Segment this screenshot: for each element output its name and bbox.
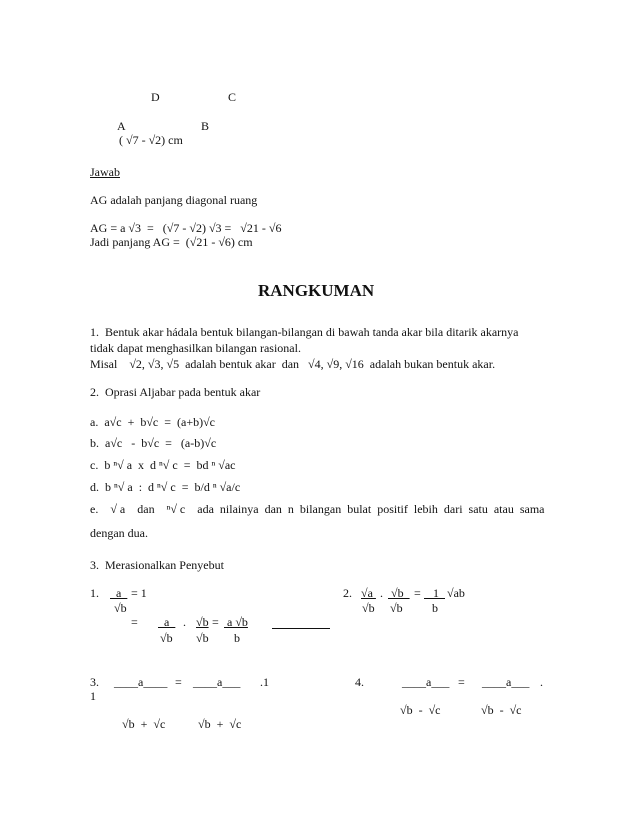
example-3-equals: = <box>175 675 182 689</box>
example-3-numerator-1: ____a____ <box>114 675 168 689</box>
answer-blank-line <box>272 628 330 629</box>
summary-p1-line1: 1. Bentuk akar hádala bentuk bilangan-bilangan di bawah tanda akar bila ditarik akarnya <box>90 325 519 339</box>
answer-line-2: AG = a √3 = (√7 - √2) √3 = √21 - √6 <box>90 221 282 235</box>
rule-b: b. a√c - b√c = (a-b)√c <box>90 436 217 450</box>
edge-length-label: ( √7 - √2) cm <box>119 133 183 147</box>
example-2-numerator-rb: √b <box>388 586 410 600</box>
example-2-number: 2. <box>343 586 352 600</box>
summary-title: RANGKUMAN <box>258 281 375 300</box>
example-1-fraction-rb: √b <box>196 615 209 629</box>
example-1-equals: = <box>131 615 138 629</box>
example-4-numerator-1: ____a___ <box>402 675 450 689</box>
example-2-equals: = <box>414 586 421 600</box>
example-1-result: a √b <box>224 615 248 629</box>
summary-p3-heading: 3. Merasionalkan Penyebut <box>90 558 224 572</box>
example-3-wrap: 1 <box>90 689 96 703</box>
example-1-dot: . <box>183 615 186 629</box>
example-3-den-2: √b + √c <box>198 717 242 731</box>
rule-e-line1: e. √ a dan ⁿ√ c ada nilainya dan n bilangan bulat positif lebih dari satu atau sama <box>90 502 545 516</box>
example-1-number: 1. <box>90 586 99 600</box>
example-1-fraction-a: a <box>158 615 176 629</box>
summary-p1-line2: tidak dapat menghasilkan bilangan rasional. <box>90 341 301 355</box>
example-4-den-2: √b - √c <box>481 703 522 717</box>
example-4-number: 4. <box>355 675 364 689</box>
rule-d: d. b ⁿ√ a : d ⁿ√ c = b/d ⁿ √a/c <box>90 480 241 494</box>
rule-a: a. a√c + b√c = (a+b)√c <box>90 415 216 429</box>
vertex-label-d: D <box>151 90 160 104</box>
example-4-den-1: √b - √c <box>400 703 441 717</box>
vertex-label-c: C <box>228 90 237 104</box>
example-3-number: 3. <box>90 675 99 689</box>
summary-p2-heading: 2. Oprasi Aljabar pada bentuk akar <box>90 385 261 399</box>
example-2-root-ab: √ab <box>447 586 465 600</box>
summary-p1-line3: Misal √2, √3, √5 adalah bentuk akar dan √4, √9, √16 adalah bukan bentuk akar. <box>90 357 496 371</box>
rule-e-line2: dengan dua. <box>90 526 148 540</box>
example-2-numerator-a: √a <box>361 586 376 600</box>
answer-heading: Jawab <box>90 165 120 179</box>
example-2-den-b1: √b <box>362 601 375 615</box>
example-1-numerator: a <box>110 586 128 600</box>
example-1-denominator: √b <box>114 601 127 615</box>
example-1-equals-one: = 1 <box>131 586 147 600</box>
example-1-den-b2: √b <box>196 631 209 645</box>
vertex-label-b: B <box>201 119 210 133</box>
example-2-numerator-one: 1 <box>424 586 445 600</box>
vertex-label-a: A <box>117 119 126 133</box>
example-3-den-1: √b + √c <box>122 717 166 731</box>
example-4-numerator-2: ____a___ <box>482 675 530 689</box>
example-1-den-b1: √b <box>160 631 173 645</box>
example-1-den-b3: b <box>234 631 240 645</box>
example-2-den-b3: b <box>432 601 438 615</box>
example-4-dot: . <box>540 675 543 689</box>
example-3-dot-one: .1 <box>260 675 269 689</box>
example-2-den-b2: √b <box>390 601 403 615</box>
example-1-equals-2: = <box>212 615 219 629</box>
example-2-dot: . <box>380 586 383 600</box>
answer-line-3: Jadi panjang AG = (√21 - √6) cm <box>90 235 253 249</box>
answer-line-1: AG adalah panjang diagonal ruang <box>90 193 258 207</box>
example-4-equals: = <box>458 675 465 689</box>
example-3-numerator-2: ____a___ <box>193 675 241 689</box>
rule-c: c. b ⁿ√ a x d ⁿ√ c = bd ⁿ √ac <box>90 458 236 472</box>
